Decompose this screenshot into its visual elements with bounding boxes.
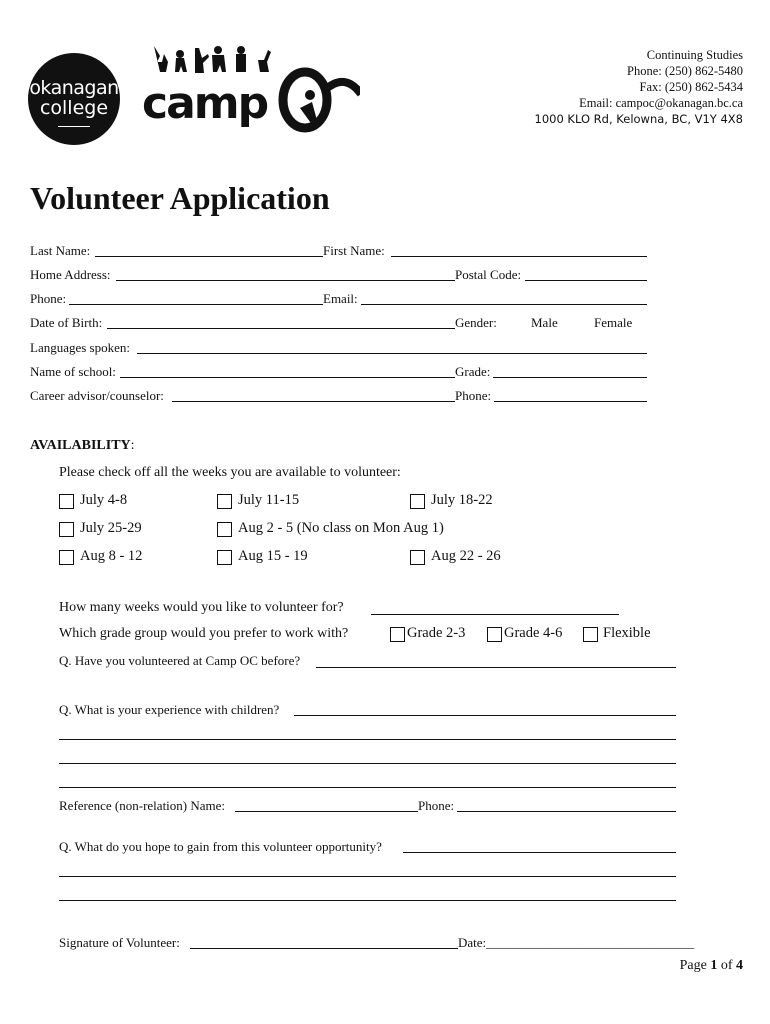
week-checkbox-5[interactable] bbox=[217, 522, 232, 537]
week-label-5: Aug 2 - 5 (No class on Mon Aug 1) bbox=[238, 520, 444, 536]
okanagan-college-logo bbox=[28, 53, 120, 145]
experience-label: Q. What is your experience with children? bbox=[59, 702, 280, 717]
page-title: Volunteer Application bbox=[30, 180, 330, 216]
languages-label: Languages spoken: bbox=[30, 340, 131, 355]
experience-field-line-3[interactable] bbox=[59, 763, 676, 764]
how-many-weeks-field[interactable] bbox=[371, 614, 619, 615]
contact-phone: Phone: (250) 862-5480 bbox=[627, 64, 743, 78]
week-checkbox-8[interactable] bbox=[410, 550, 425, 565]
week-label-1: July 4-8 bbox=[80, 492, 128, 508]
reference-name-field[interactable] bbox=[235, 811, 418, 812]
grade-field[interactable] bbox=[493, 377, 647, 378]
gender-label: Gender: bbox=[455, 315, 497, 330]
logo-line-1: okanagan bbox=[29, 77, 119, 99]
postal-code-field[interactable] bbox=[525, 280, 647, 281]
reference-phone-field[interactable] bbox=[457, 811, 676, 812]
gender-female-option[interactable]: Female bbox=[594, 315, 633, 330]
dob-field[interactable] bbox=[107, 328, 455, 329]
hope-to-gain-field-line-3[interactable] bbox=[59, 900, 676, 901]
languages-field[interactable] bbox=[137, 353, 647, 354]
grade-2-3-label: Grade 2-3 bbox=[407, 625, 466, 641]
week-checkbox-2[interactable] bbox=[217, 494, 232, 509]
phone-label: Phone: bbox=[30, 291, 67, 306]
counselor-label: Career advisor/counselor: bbox=[30, 388, 164, 403]
availability-heading: AVAILABILITY: bbox=[30, 438, 135, 453]
signature-label: Signature of Volunteer: bbox=[59, 935, 180, 950]
home-address-field[interactable] bbox=[116, 280, 455, 281]
svg-text:camp: camp bbox=[142, 78, 268, 129]
logo-line-2: college bbox=[39, 97, 109, 119]
week-label-3: July 18-22 bbox=[431, 492, 493, 508]
week-checkbox-1[interactable] bbox=[59, 494, 74, 509]
last-name-label: Last Name: bbox=[30, 243, 91, 258]
first-name-label: First Name: bbox=[323, 243, 385, 258]
experience-field-line-1[interactable] bbox=[294, 715, 676, 716]
week-checkbox-7[interactable] bbox=[217, 550, 232, 565]
hope-to-gain-field-line-1[interactable] bbox=[403, 852, 676, 853]
contact-address: 1000 KLO Rd, Kelowna, BC, V1Y 4X8 bbox=[534, 112, 743, 126]
gender-male-option[interactable]: Male bbox=[531, 315, 558, 330]
grade-2-3-checkbox[interactable] bbox=[390, 627, 405, 642]
dob-label: Date of Birth: bbox=[30, 315, 103, 330]
postal-code-label: Postal Code: bbox=[455, 267, 522, 282]
camp-wordmark bbox=[142, 72, 360, 129]
contact-block bbox=[535, 47, 744, 127]
school-label: Name of school: bbox=[30, 364, 116, 379]
logo-rule bbox=[58, 126, 90, 127]
grade-4-6-label: Grade 4-6 bbox=[504, 625, 563, 641]
volunteered-before-label: Q. Have you volunteered at Camp OC before? bbox=[59, 653, 301, 668]
week-label-7: Aug 15 - 19 bbox=[238, 548, 308, 564]
camp-oc-logo bbox=[140, 40, 360, 140]
contact-fax: Fax: (250) 862-5434 bbox=[639, 80, 743, 94]
week-checkbox-4[interactable] bbox=[59, 522, 74, 537]
week-checkbox-3[interactable] bbox=[410, 494, 425, 509]
week-label-4: July 25-29 bbox=[80, 520, 142, 536]
counselor-phone-field[interactable] bbox=[494, 401, 647, 402]
grade-preference-label: Which grade group would you prefer to work with? bbox=[59, 626, 349, 641]
flexible-label: Flexible bbox=[603, 625, 651, 641]
week-checkbox-6[interactable] bbox=[59, 550, 74, 565]
reference-name-label: Reference (non-relation) Name: bbox=[59, 798, 226, 813]
hope-to-gain-field-line-2[interactable] bbox=[59, 876, 676, 877]
hope-to-gain-label: Q. What do you hope to gain from this volunteer opportunity? bbox=[59, 839, 382, 854]
email-label: Email: bbox=[323, 291, 358, 306]
grade-4-6-checkbox[interactable] bbox=[487, 627, 502, 642]
counselor-phone-label: Phone: bbox=[455, 388, 492, 403]
week-label-8: Aug 22 - 26 bbox=[431, 548, 501, 564]
page-indicator: Page 1 of 4 bbox=[679, 958, 743, 973]
counselor-field[interactable] bbox=[172, 401, 455, 402]
week-label-6: Aug 8 - 12 bbox=[80, 548, 143, 564]
grade-label: Grade: bbox=[455, 364, 491, 379]
flexible-checkbox[interactable] bbox=[583, 627, 598, 642]
reference-phone-label: Phone: bbox=[418, 798, 455, 813]
experience-field-line-2[interactable] bbox=[59, 739, 676, 740]
email-field[interactable] bbox=[361, 304, 647, 305]
week-label-2: July 11-15 bbox=[238, 492, 300, 508]
contact-email: Email: campoc@okanagan.bc.ca bbox=[579, 96, 743, 110]
date-field[interactable]: Date:________________________________ bbox=[458, 935, 695, 950]
contact-department: Continuing Studies bbox=[646, 48, 743, 62]
first-name-field[interactable] bbox=[391, 256, 647, 257]
experience-field-line-4[interactable] bbox=[59, 787, 676, 788]
availability-instruction: Please check off all the weeks you are available to volunteer: bbox=[59, 465, 401, 480]
how-many-weeks-label: How many weeks would you like to volunteer for? bbox=[59, 600, 344, 615]
phone-field[interactable] bbox=[69, 304, 323, 305]
last-name-field[interactable] bbox=[95, 256, 323, 257]
signature-field[interactable] bbox=[190, 948, 458, 949]
home-address-label: Home Address: bbox=[30, 267, 111, 282]
volunteered-before-field[interactable] bbox=[316, 667, 676, 668]
school-field[interactable] bbox=[120, 377, 455, 378]
